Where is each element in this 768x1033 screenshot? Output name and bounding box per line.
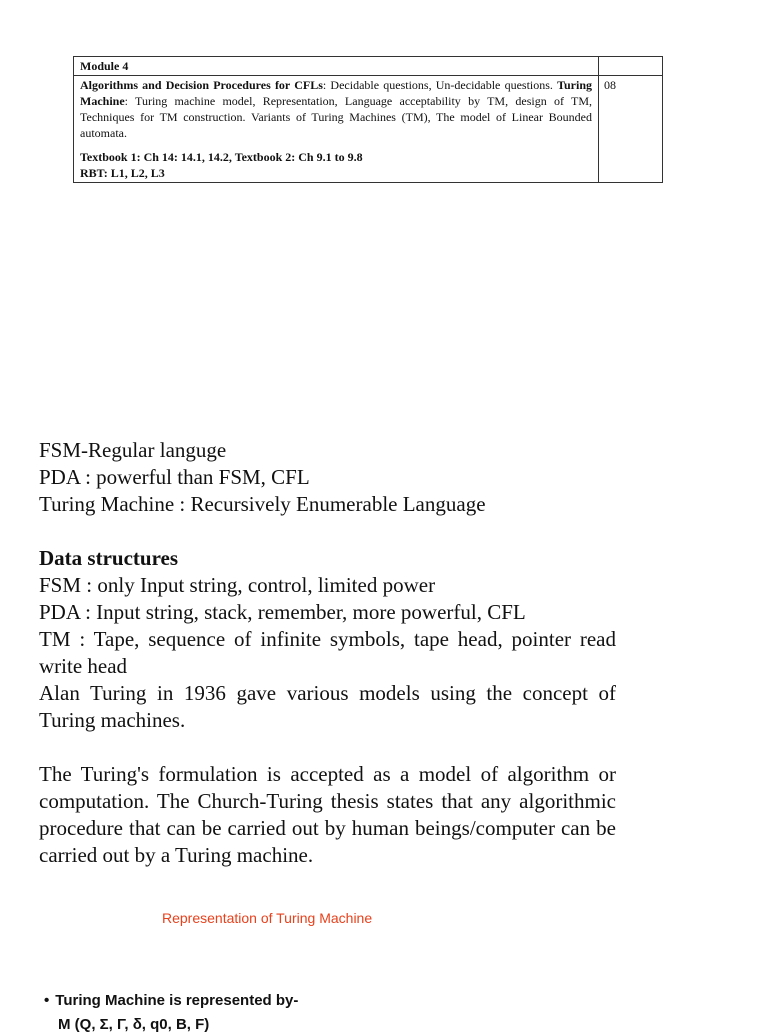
formulation-block <box>39 761 616 869</box>
bullet-text: Turing Machine is represented by- <box>55 992 299 1009</box>
ds-turing-history: Alan Turing in 1936 gave various models using the concept of Turing machines. <box>39 681 616 732</box>
formulation-paragraph: The Turing's formulation is accepted as a model of algorithm or computation. The Church-Turing thesis states that any algorithmic procedure that can be carried out by human beings/computer can be carried out by a Turing machine. <box>39 762 616 867</box>
slide-title: Representation of Turing Machine <box>162 910 373 926</box>
intro-tm: Turing Machine : Recursively Enumerable Language <box>39 492 486 516</box>
module-topics <box>80 77 592 141</box>
module-topic-details: : Turing machine model, Representation, Language acceptability by TM, design of TM, Techniques for TM construction. Variants of Turing Machines (TM), The model of Linear Bounded automata. <box>80 94 592 140</box>
module-topic-tm: Turing Machine <box>80 78 593 108</box>
syllabus-table <box>73 56 663 183</box>
module-content <box>74 76 599 183</box>
module-content-row <box>74 76 663 183</box>
ds-pda: PDA : Input string, stack, remember, more powerful, CFL <box>39 600 526 624</box>
module-topic-decidable: : Decidable questions, Un-decidable questions. <box>322 78 558 92</box>
intro-block <box>39 437 616 518</box>
module-hours-header <box>599 57 663 76</box>
module-title: Module 4 <box>74 57 599 76</box>
module-rbt: RBT: L1, L2, L3 <box>80 166 165 180</box>
intro-pda: PDA : powerful than FSM, CFL <box>39 465 310 489</box>
bullet-cut-line: M (Q, Σ, Γ, δ, q0, B, F) <box>58 1016 210 1033</box>
ds-tm: TM : Tape, sequence of infinite symbols, tape head, pointer read write head <box>39 627 616 678</box>
bullet-icon: • <box>44 992 50 1009</box>
module-textbooks: Textbook 1: Ch 14: 14.1, 14.2, Textbook 2: Ch 9.1 to 9.8 <box>80 150 363 164</box>
module-topic-cfl: Algorithms and Decision Procedures for CFLs <box>80 78 323 92</box>
ds-fsm: FSM : only Input string, control, limited power <box>39 573 436 597</box>
data-structures-block <box>39 545 616 734</box>
data-structures-heading: Data structures <box>39 546 179 570</box>
bullet-item <box>44 992 298 1009</box>
module-header-row <box>74 57 663 76</box>
intro-fsm: FSM-Regular languge <box>39 438 227 462</box>
module-hours: 08 <box>599 76 663 183</box>
